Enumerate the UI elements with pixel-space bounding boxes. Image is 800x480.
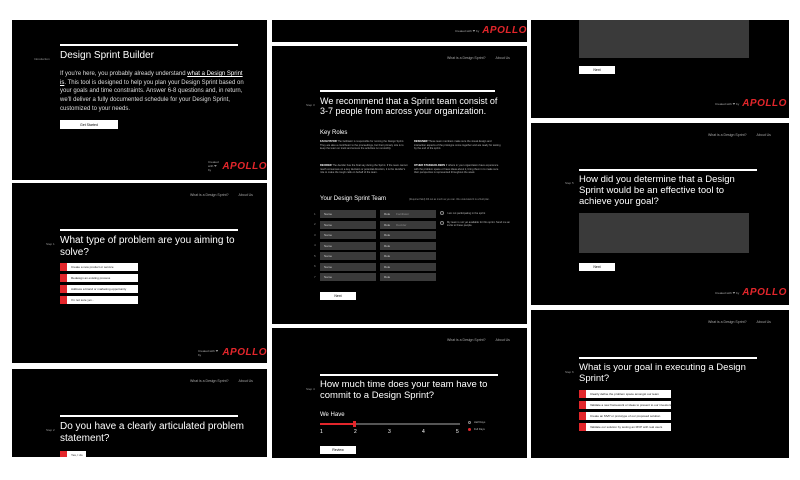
- role-decider: [320, 164, 408, 175]
- option-marker: [579, 423, 586, 431]
- scale-2[interactable]: 2: [354, 429, 357, 435]
- panel-step6: [531, 310, 789, 458]
- question-title: How much time does your team have to commit to a Design Sprint?: [320, 379, 488, 401]
- top-nav: [190, 379, 253, 383]
- title-rule: [60, 44, 238, 46]
- nav-what-is-sprint[interactable]: What is a Design Sprint?: [447, 338, 486, 342]
- team-role-select[interactable]: [380, 242, 436, 250]
- option-label: Create a new product or service: [71, 265, 114, 269]
- question-title: Do you have a clearly articulated problem statement?: [60, 421, 244, 444]
- nav-about-us[interactable]: About Us: [756, 133, 771, 137]
- answer-textarea[interactable]: [579, 213, 749, 253]
- panel-team: [272, 46, 527, 324]
- option-redesign[interactable]: [60, 274, 138, 282]
- panel-time: [272, 328, 527, 458]
- question-title: How did you determine that a Design Sprint would be an effective tool to achieve your goal?: [579, 174, 735, 207]
- radio-half[interactable]: [468, 421, 471, 424]
- sprint-link[interactable]: what a Design Sprint is: [60, 71, 243, 86]
- next-button[interactable]: Next: [579, 66, 615, 74]
- role-facilitator: [320, 140, 408, 151]
- option-label: Validate a new framework or ideas to present to our investors: [590, 403, 672, 407]
- team-row-number: 5: [314, 253, 316, 258]
- step-label: Introduction: [34, 57, 50, 61]
- option-marker: [60, 274, 67, 282]
- check-label: My team is not yet available for this sprint. Send me an invite to these people.: [447, 221, 510, 228]
- role-placeholder: Role: [384, 275, 391, 279]
- team-row-number: 2: [314, 222, 316, 226]
- team-role-select[interactable]: [380, 273, 436, 281]
- panel-top-right: [531, 20, 789, 118]
- nav-what-is-sprint[interactable]: What is a Design Sprint?: [190, 379, 229, 383]
- role-placeholder: Role: [384, 212, 391, 216]
- top-nav: [447, 56, 510, 60]
- nav-what-is-sprint[interactable]: What is a Design Sprint?: [447, 56, 486, 60]
- option-marker: [579, 390, 586, 398]
- brand: [208, 160, 267, 172]
- team-role-select[interactable]: [380, 252, 436, 260]
- option-marker: [60, 296, 67, 304]
- time-slider-handle[interactable]: [353, 421, 356, 427]
- scale-1[interactable]: 1: [320, 429, 323, 435]
- nav-what-is-sprint[interactable]: What is a Design Sprint?: [190, 193, 229, 197]
- brand: [715, 287, 787, 298]
- brand-prefix: Created with ❤ by: [715, 290, 740, 295]
- team-row-number: 7: [314, 274, 316, 279]
- option-label: Address a brand or marketing opportunity: [71, 287, 127, 291]
- nav-what-is-sprint[interactable]: What is a Design Sprint?: [708, 133, 747, 137]
- option-marker: [579, 401, 586, 409]
- role-placeholder: Role: [384, 222, 391, 227]
- check-not-available[interactable]: [440, 221, 512, 228]
- option-marker: [60, 263, 67, 271]
- option-marker: [579, 412, 586, 420]
- role-desc: The facilitator is responsible for running the Design Sprint. They are also a contributor to the proceedings, but their primary role is to keep the team on track and ensure the activities run smoothly.: [320, 140, 405, 150]
- role-desc: The decider has the final say during the Sprint. If the team cannot reach consensus on a key decision or potential direction, it is the decider's role to make the tough calls on behalf of the team.: [320, 164, 408, 174]
- top-nav: [708, 133, 771, 137]
- time-slider-fill: [320, 423, 355, 425]
- review-button[interactable]: Review: [320, 446, 356, 454]
- team-role-select[interactable]: [380, 263, 436, 271]
- role-name: FACILITATOR: [320, 140, 337, 143]
- option-new-product[interactable]: [60, 263, 138, 271]
- top-nav: [447, 338, 510, 342]
- apollo-logo[interactable]: APOLLO: [742, 287, 787, 298]
- option-label: Yes, I do: [71, 453, 83, 457]
- brand-prefix: Created with ❤ by: [455, 28, 480, 33]
- team-name-input[interactable]: Name: [320, 221, 376, 229]
- apollo-logo[interactable]: APOLLO: [482, 25, 527, 36]
- scale-5[interactable]: 5: [456, 429, 459, 435]
- intro-text-end: . This tool is designed to help you plan your Design Sprint based on your goals and time constraints. Answer 6-8 questions and, in return, we'll deliver a fully documented schedule for your Design Sprint, customized to your needs.: [60, 79, 244, 112]
- team-name-input[interactable]: Name: [320, 242, 376, 250]
- role-name: OTHER STAKEHOLDERS: [414, 164, 446, 167]
- check-not-participating[interactable]: [440, 211, 485, 215]
- option-label: Redesign an existing process: [71, 276, 111, 280]
- role-desc: These team members make sure the visual design and interaction aspects of the prototype come together and are ready for testing by the end of the sprint.: [414, 140, 501, 150]
- nav-about-us[interactable]: About Us: [495, 338, 510, 342]
- team-heading: Your Design Sprint Team: [320, 196, 387, 202]
- team-name-input[interactable]: Name: [320, 231, 376, 239]
- role-placeholder: Role: [384, 254, 391, 258]
- role-value: Decider: [396, 222, 407, 227]
- unit-label: Full Days: [474, 428, 485, 431]
- answer-textarea[interactable]: [579, 20, 749, 58]
- role-desc: If others in your organization have experience with the problem space or have ideas about it, bring them in to make sure their perspective is represented throughout the week.: [414, 164, 499, 174]
- key-roles-heading: Key Roles: [320, 130, 348, 136]
- next-button[interactable]: Next: [320, 292, 356, 300]
- intro-paragraph: [60, 70, 250, 113]
- scale-4[interactable]: 4: [422, 429, 425, 435]
- option-label: I'm not sure yet...: [71, 298, 94, 302]
- option-label: Clearly define the problem space amongst our team: [590, 392, 659, 396]
- title-rule: [320, 374, 498, 376]
- intro-text-start: If you're here, you probably already understand: [60, 71, 188, 77]
- team-name-input[interactable]: Name: [320, 263, 376, 271]
- team-row-number: 6: [314, 264, 316, 268]
- option-brand[interactable]: [60, 285, 138, 293]
- role-designer: [414, 140, 502, 151]
- step-label: Step 2: [46, 428, 55, 432]
- title-rule: [579, 169, 757, 171]
- step-label: Step 3: [306, 103, 315, 107]
- apollo-logo[interactable]: APOLLO: [222, 160, 267, 172]
- panel-step5: [531, 123, 789, 305]
- team-role-select[interactable]: [380, 210, 436, 218]
- role-placeholder: Role: [384, 243, 391, 248]
- nav-about-us[interactable]: About Us: [495, 56, 510, 60]
- nav-about-us[interactable]: About Us: [756, 320, 771, 324]
- check-label: I am not participating in the sprint: [447, 211, 486, 215]
- panel-top-strip: [272, 20, 527, 42]
- brand-prefix: Created with ❤ by: [715, 101, 740, 106]
- title-rule: [60, 229, 238, 231]
- team-role-select[interactable]: [380, 231, 436, 239]
- option-create-mvp[interactable]: [579, 412, 671, 420]
- team-name-input[interactable]: Name: [320, 252, 376, 260]
- panel-intro: [12, 20, 267, 180]
- panel-step1: [12, 183, 267, 363]
- option-define-problem[interactable]: [579, 390, 671, 398]
- we-have-label: We Have: [320, 412, 345, 418]
- step-label: Step 6: [565, 370, 574, 374]
- apollo-logo[interactable]: APOLLO: [742, 98, 787, 109]
- next-button[interactable]: Next: [579, 263, 615, 271]
- page-title: Design Sprint Builder: [60, 50, 154, 61]
- team-name-input[interactable]: Name: [320, 210, 376, 218]
- brand-prefix: Created with ❤ by: [208, 160, 219, 172]
- option-not-sure[interactable]: [60, 296, 138, 304]
- brand: [715, 98, 787, 109]
- title-rule: [60, 415, 238, 417]
- team-name-input[interactable]: Name: [320, 273, 376, 281]
- team-row-number: 1: [314, 211, 316, 216]
- team-role-select[interactable]: [380, 221, 436, 229]
- role-placeholder: Role: [384, 233, 391, 237]
- page-title: We recommend that a Sprint team consist of 3-7 people from across your organization.: [320, 96, 498, 117]
- team-row-number: 3: [314, 232, 316, 237]
- role-name: DESIGNER: [414, 140, 428, 143]
- checkbox[interactable]: [440, 211, 444, 215]
- scale-3[interactable]: 3: [388, 429, 391, 435]
- option-validate-framework[interactable]: [579, 401, 671, 409]
- apollo-logo[interactable]: APOLLO: [222, 347, 267, 358]
- title-rule: [579, 357, 757, 359]
- role-name: DECIDER: [320, 164, 332, 167]
- option-label: Validate our solution by testing an MVP with real users: [590, 425, 663, 429]
- role-value: Facilitator: [396, 212, 410, 216]
- nav-about-us[interactable]: About Us: [238, 193, 253, 197]
- top-nav: [190, 193, 253, 197]
- question-title: What is your goal in executing a Design Sprint?: [579, 362, 746, 384]
- panel-step2: [12, 369, 267, 457]
- unit-half-days[interactable]: [468, 421, 485, 424]
- nav-what-is-sprint[interactable]: What is a Design Sprint?: [708, 320, 747, 324]
- top-nav: [708, 320, 771, 324]
- option-validate-solution[interactable]: [579, 423, 671, 431]
- unit-label: Half Days: [474, 421, 486, 424]
- title-rule: [320, 90, 495, 92]
- role-other-stakeholders: [414, 164, 502, 175]
- brand: [455, 25, 527, 36]
- team-hint: (Required field) Fill out as much as you can. We understand it is a fluid plan.: [409, 198, 490, 201]
- checkbox[interactable]: [440, 221, 444, 225]
- brand-prefix: Created with ❤ by: [198, 348, 219, 357]
- option-label: Create an MVP or prototype of our proposed solution: [590, 414, 661, 418]
- radio-full[interactable]: [468, 428, 471, 431]
- question-title: What type of problem are you aiming to solve?: [60, 235, 235, 258]
- unit-full-days[interactable]: [468, 428, 485, 431]
- brand: [198, 347, 267, 358]
- step-label: Step 1: [46, 242, 55, 246]
- option-yes[interactable]: [60, 451, 86, 457]
- option-marker: [60, 285, 67, 293]
- get-started-button[interactable]: Get Started: [60, 120, 118, 129]
- step-label: Step 5: [565, 181, 574, 185]
- role-placeholder: Role: [384, 264, 391, 269]
- team-row-number: 4: [314, 243, 316, 247]
- nav-about-us[interactable]: About Us: [238, 379, 253, 383]
- option-marker: [60, 451, 67, 457]
- step-label: Step 4: [306, 387, 315, 391]
